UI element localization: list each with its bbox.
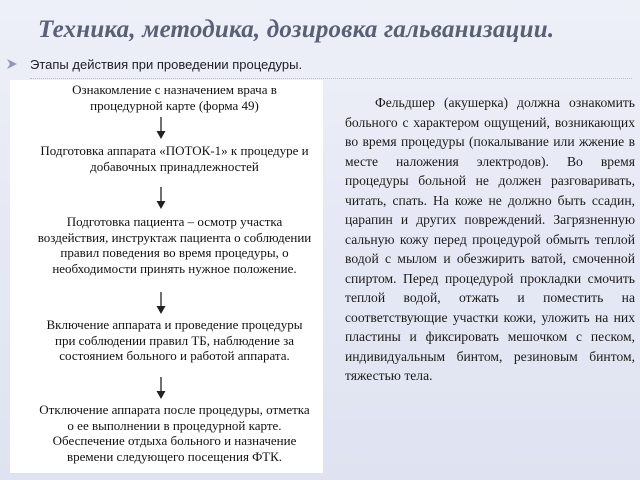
- title-divider: [30, 78, 632, 79]
- arrow-down-icon: [154, 292, 168, 314]
- flow-step-1: Ознакомление с назначением врача в процедурной карте (форма 49): [72, 82, 277, 113]
- procedure-instructions-text: Фельдшер (акушерка) должна ознакомить больного с характером ощущений, возникающих во время процедуры (покалывание или жжение в месте наложения электродов). Во время процедуры больной не должен разговаривать, читать, спать. На коже не должно быть ссадин, царапин и других повреждений. Загрязненную сальную кожу перед процедурой обмыть теплой водой с мылом и обезжирить ватой, смоченной спиртом. Перед процедурой прокладки смочить теплой водой, отжать и поместить на соответствующие участки кожи, уложить на них пластины и фиксировать мешочком с песком, индивидуальным бинтом, резиновым бинтом, тяжестью тела.: [345, 95, 635, 383]
- arrow-down-icon: [154, 117, 168, 139]
- subtitle-bullet: [6, 55, 302, 73]
- flowchart-panel: [10, 80, 323, 473]
- slide-title: Техника, методика, дозировка гальванизации.: [38, 16, 555, 43]
- slide-subtitle: Этапы действия при проведении процедуры.: [30, 56, 303, 72]
- flow-step-4: Включение аппарата и проведение процедуры при соблюдении правил ТБ, наблюдение за состоянием больного и работой аппарата.: [46, 317, 303, 363]
- flow-step-3: Подготовка пациента – осмотр участка воздействия, инструктаж пациента о соблюдении правил поведения во время процедуры, о необходимости принять нужное положение.: [37, 214, 312, 276]
- bullet-arrow-icon: [6, 58, 18, 70]
- arrow-down-icon: [154, 187, 168, 209]
- arrow-down-icon: [154, 377, 168, 399]
- flow-step-5: Отключение аппарата после процедуры, отметка о ее выполнении в процедурной карте. Обеспечение отдыха больного и назначение времени следующего посещения ФТК.: [39, 402, 310, 464]
- flow-step-2: Подготовка аппарата «ПОТОК-1» к процедуре и добавочных принадлежностей: [40, 143, 309, 174]
